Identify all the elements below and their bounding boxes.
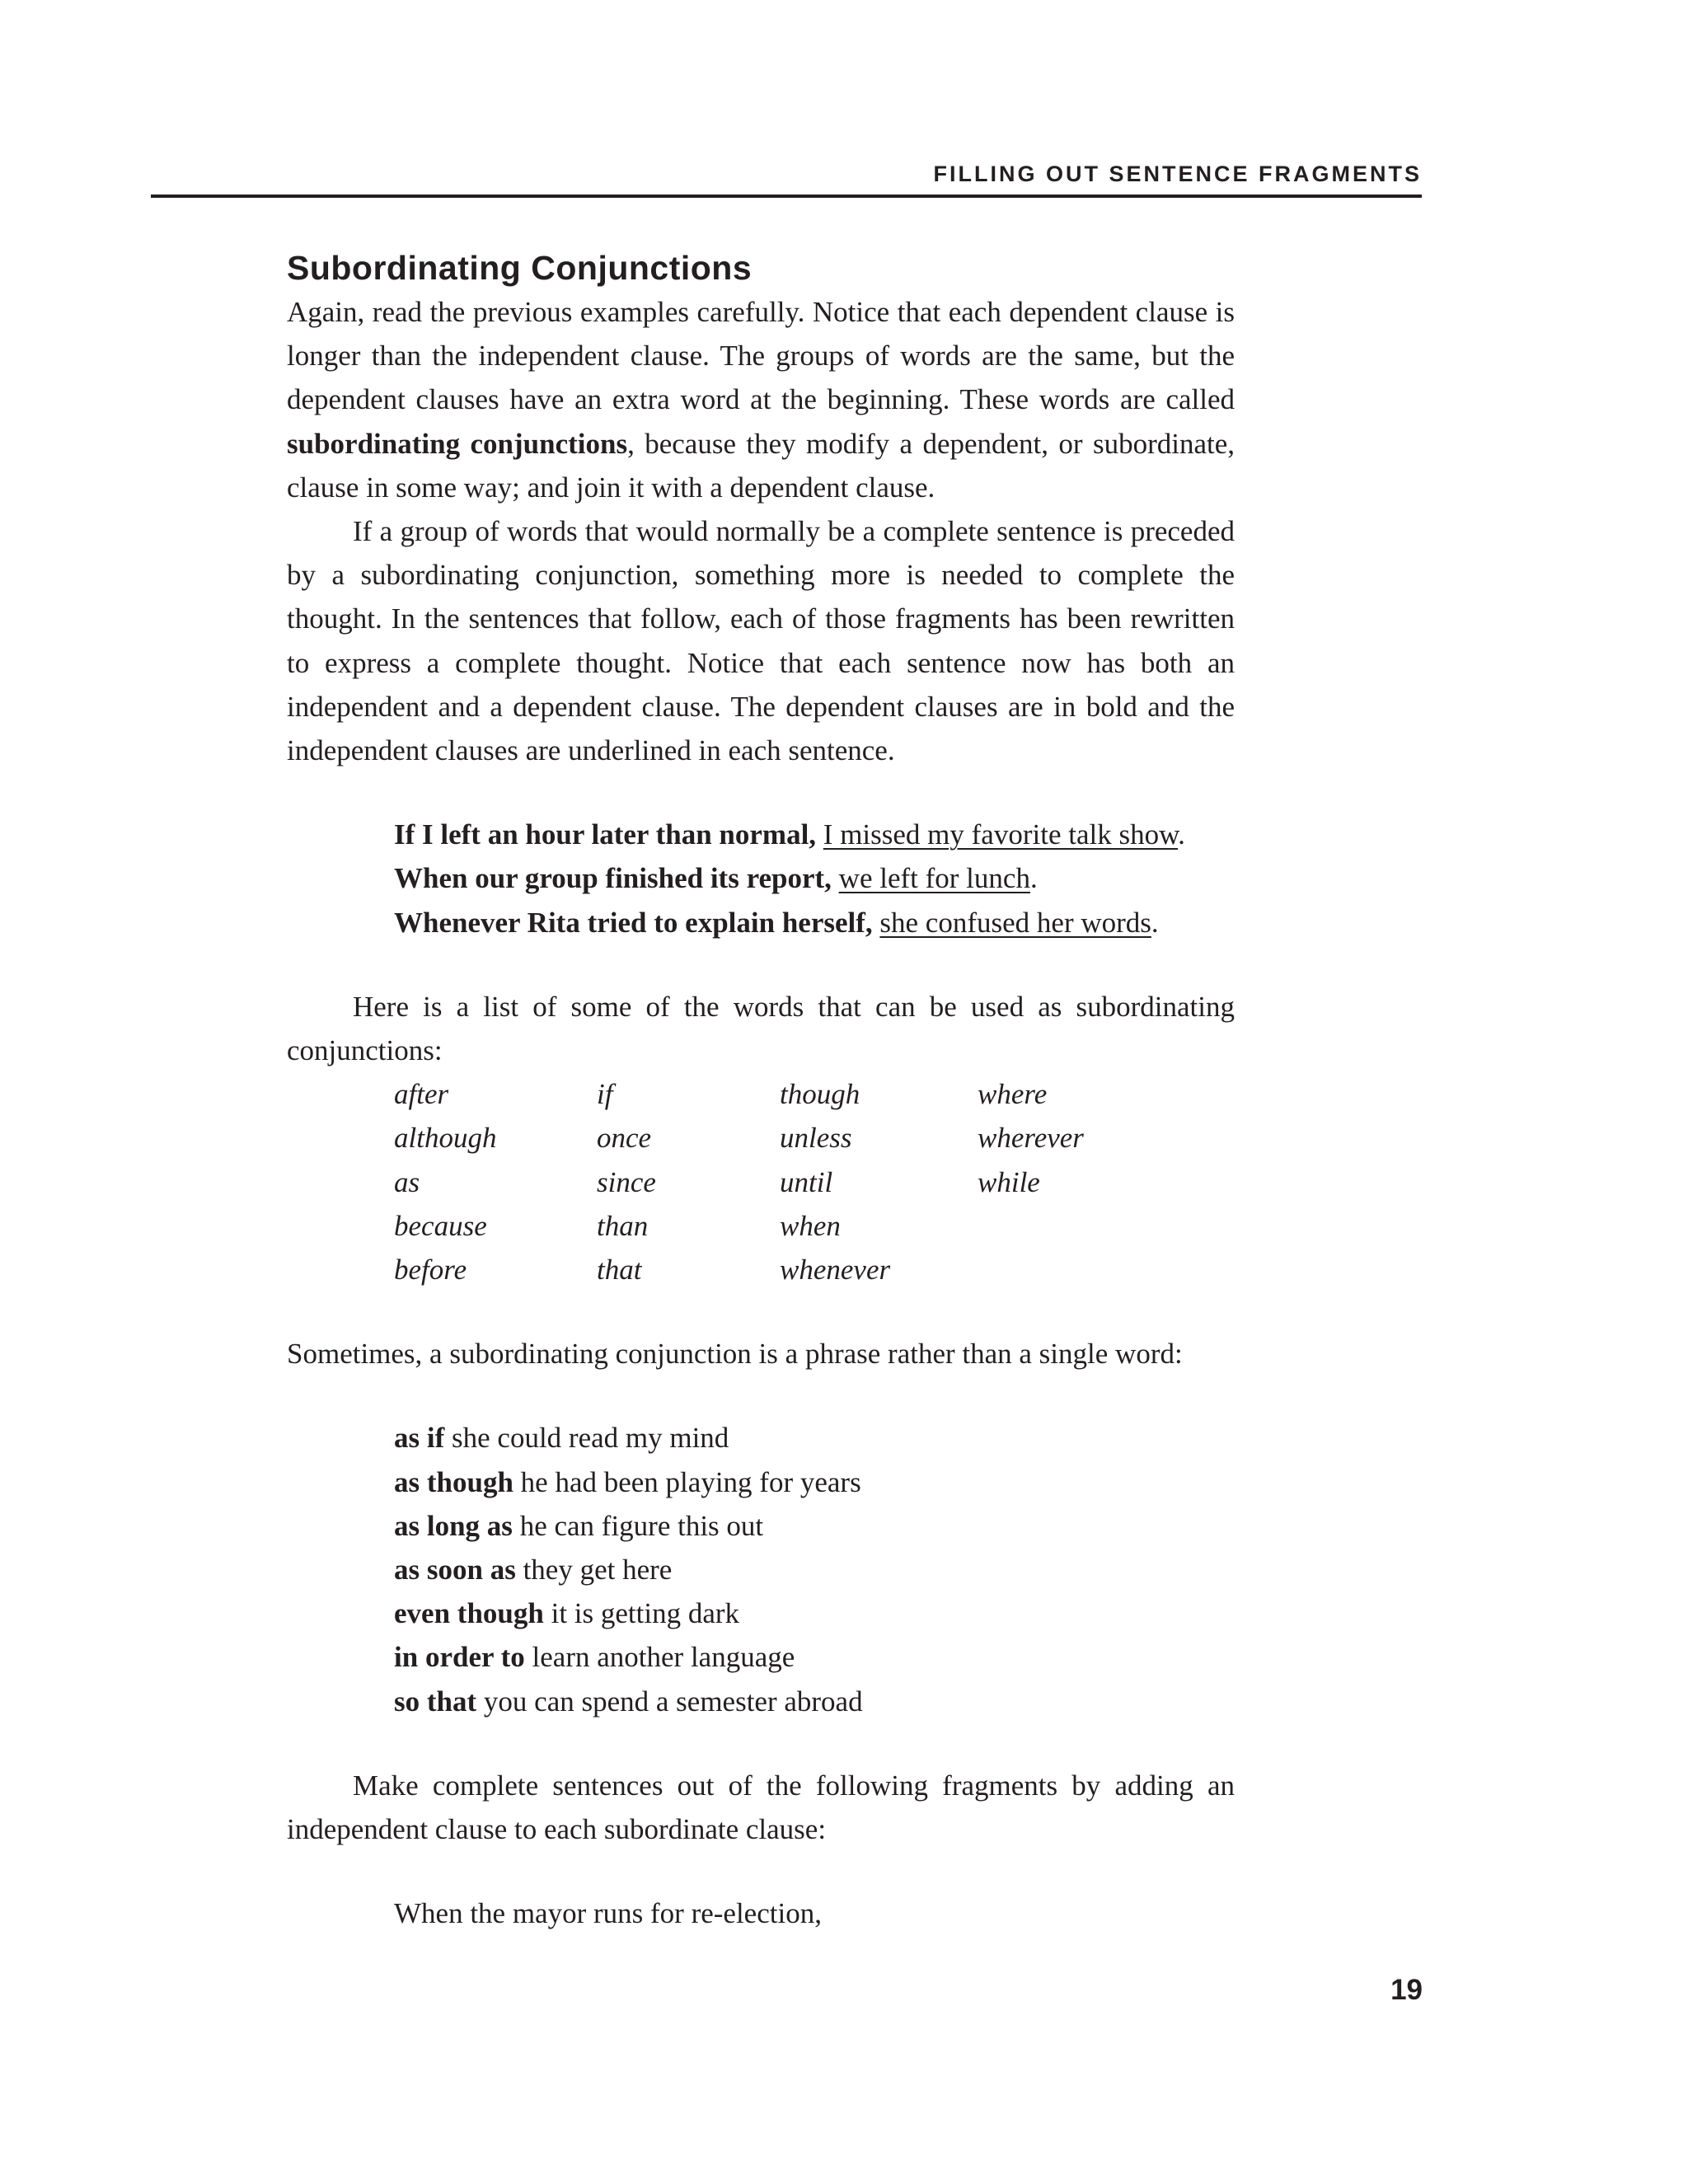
paragraph-intro-text-1: Again, read the previous examples carefully. Notice that each dependent clause is longer than the independent clause. The groups of words are the same, but the dependent clauses have an extra word at the beginning. These words are called: [287, 296, 1235, 416]
header-rule: [151, 194, 1422, 198]
phrase-rest: you can spend a semester abroad: [476, 1685, 863, 1718]
conjunction-word: since: [597, 1165, 656, 1198]
phrase-conjunction: as though: [394, 1465, 513, 1498]
conjunction-word: before: [394, 1254, 467, 1286]
conjunction-word: once: [597, 1122, 652, 1155]
phrase-rest: learn another language: [524, 1641, 795, 1674]
phrase-rest: it is getting dark: [543, 1597, 740, 1630]
running-header: FILLING OUT SENTENCE FRAGMENTS: [933, 162, 1422, 186]
conjunction-word: where: [978, 1078, 1048, 1111]
independent-clause: she confused her words: [879, 906, 1151, 939]
phrase-conjunction: as long as: [394, 1509, 513, 1542]
example-sentence: [394, 856, 1235, 900]
conjunction-word: that: [597, 1254, 642, 1286]
conjunction-word: although: [394, 1122, 497, 1155]
phrase-example: [394, 1548, 1235, 1591]
sentence-end: .: [1151, 906, 1159, 939]
paragraph-intro: [287, 290, 1235, 509]
phrase-example: [394, 1416, 1235, 1460]
conjunction-list: [394, 1072, 1235, 1291]
page-number: 19: [1390, 1974, 1423, 2006]
term-subordinating-conjunctions: subordinating conjunctions: [287, 427, 628, 460]
conjunction-word: than: [597, 1209, 649, 1242]
phrase-example: [394, 1680, 1235, 1723]
phrase-example: [394, 1504, 1235, 1548]
fragment-item: When the mayor runs for re-election,: [394, 1897, 822, 1930]
conjunction-word: though: [780, 1078, 860, 1111]
phrase-rest: he can figure this out: [512, 1509, 764, 1542]
phrase-conjunction: even though: [394, 1597, 544, 1630]
conjunction-word: wherever: [978, 1122, 1084, 1155]
phrase-conjunction: so that: [394, 1685, 477, 1718]
phrase-rest: they get here: [515, 1554, 673, 1586]
dependent-clause: If I left an hour later than normal,: [394, 818, 817, 851]
conjunction-word: whenever: [780, 1254, 891, 1286]
conjunction-word: as: [394, 1165, 420, 1198]
example-sentence: [394, 813, 1235, 856]
conjunction-word: while: [978, 1165, 1040, 1198]
page-content: [287, 246, 1235, 1936]
phrase-rest: she could read my mind: [444, 1422, 729, 1455]
example-sentence: [394, 901, 1235, 944]
conjunction-word: unless: [780, 1122, 852, 1155]
conjunction-word: because: [394, 1209, 487, 1242]
phrase-conjunction: as if: [394, 1422, 445, 1455]
sentence-end: .: [1029, 862, 1038, 895]
conjunction-phrases: [287, 1416, 1235, 1722]
paragraph-fragments-explanation: If a group of words that would normally be a complete sentence is preceded by a subordinating conjunction, something more is needed to complete the thought. In the sentences that follow, each of those fragments has been rewritten to express a complete thought. Notice that each sentence now has both an independent and a dependent clause. The dependent clauses are in bold and the independent clauses are underlined in each sentence.: [287, 515, 1235, 767]
paragraph-phrase-intro: Sometimes, a subordinating conjunction is a phrase rather than a single word:: [287, 1338, 1183, 1371]
conjunction-word: until: [780, 1165, 833, 1198]
paragraph-list-intro: Here is a list of some of the words that can be used as subordinating conjunctions:: [287, 990, 1235, 1067]
paragraph-exercise-intro: Make complete sentences out of the following fragments by adding an independent clause to each subordinate clause:: [287, 1769, 1235, 1846]
phrase-conjunction: as soon as: [394, 1554, 516, 1586]
independent-clause: we left for lunch: [838, 862, 1030, 895]
conjunction-word: after: [394, 1078, 449, 1111]
dependent-clause: When our group finished its report,: [394, 862, 832, 895]
conjunction-word: [978, 1248, 1142, 1291]
conjunction-word: [978, 1204, 1142, 1248]
phrase-example: [394, 1591, 1235, 1635]
paragraph-intro-text-2: , because they modify a dependent, or subordinate, clause in some way; and join it with a dependent clause.: [287, 427, 1236, 504]
exercise-fragments: [287, 1891, 1235, 1935]
phrase-example: [394, 1635, 1235, 1679]
example-sentences: [287, 813, 1235, 944]
sentence-end: .: [1178, 818, 1185, 851]
section-title: Subordinating Conjunctions: [287, 249, 753, 287]
phrase-example: [394, 1460, 1235, 1504]
phrase-rest: he had been playing for years: [513, 1465, 861, 1498]
conjunction-word: if: [597, 1078, 613, 1111]
independent-clause: I missed my favorite talk show: [823, 818, 1179, 851]
dependent-clause: Whenever Rita tried to explain herself,: [394, 906, 873, 939]
phrase-conjunction: in order to: [394, 1641, 525, 1674]
conjunction-word: when: [780, 1209, 841, 1242]
